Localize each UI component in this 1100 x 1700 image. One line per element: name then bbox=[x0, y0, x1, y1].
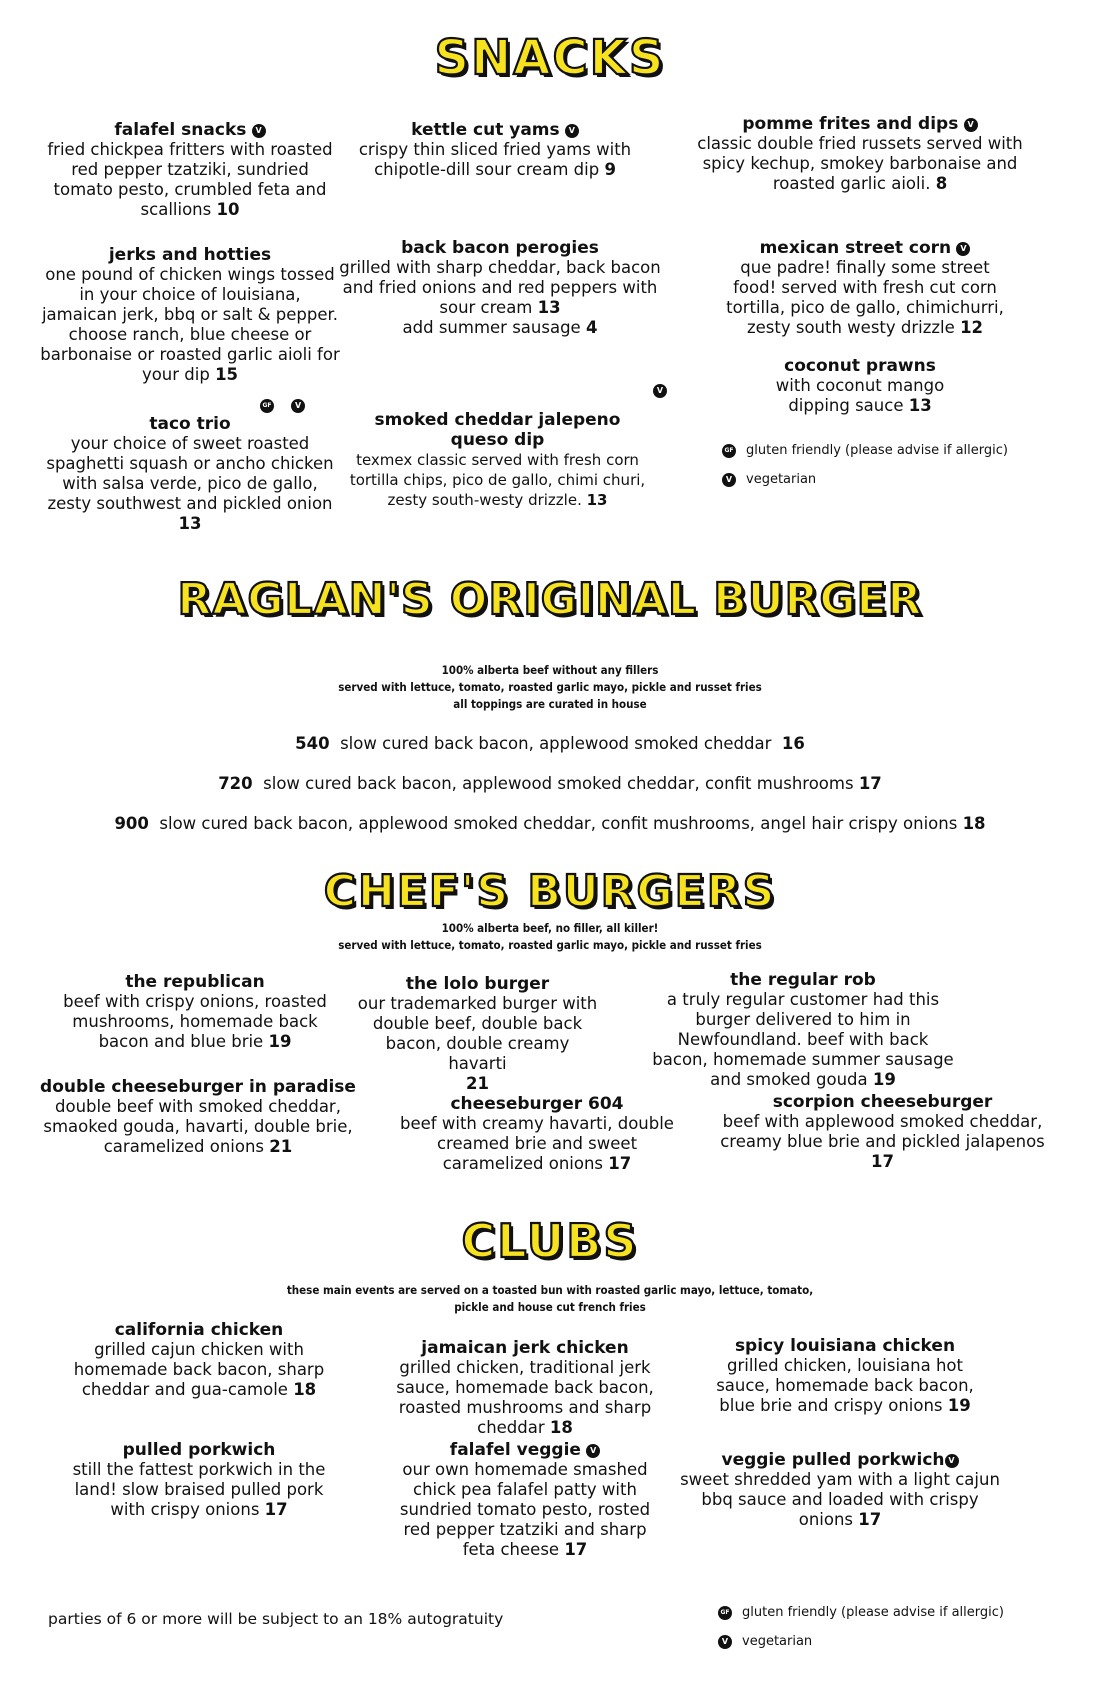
item-description: classic double fried russets served with spicy kechup, smokey barbonaise and roasted garlic aioli. bbox=[697, 134, 1023, 193]
item-price: 12 bbox=[960, 318, 984, 337]
item-description: a truly regular customer had this burger delivered to him in Newfoundland. beef with back bacon, homemade summer sausage and smoked gouda bbox=[652, 990, 954, 1089]
item-name: taco trio bbox=[149, 414, 231, 434]
burger-option bbox=[0, 734, 1100, 754]
item-name: kettle cut yams bbox=[411, 120, 560, 140]
item-name: pomme frites and dips bbox=[742, 114, 959, 134]
menu-item bbox=[68, 1440, 330, 1520]
item-name: scorpion cheeseburger bbox=[772, 1092, 993, 1112]
item-price: 19 bbox=[872, 1070, 896, 1089]
menu-item bbox=[380, 1338, 670, 1438]
vegetarian-icon: V bbox=[565, 124, 579, 138]
burger-description: slow cured back bacon, applewood smoked cheddar, confit mushrooms, angel hair crispy onions bbox=[159, 814, 958, 833]
section-note: served with lettuce, tomato, roasted garlic mayo, pickle and russet fries bbox=[338, 680, 762, 694]
item-price: 13 bbox=[908, 396, 932, 415]
section-title-snacks: SNACKS bbox=[434, 30, 666, 86]
item-name: the lolo burger bbox=[405, 974, 550, 994]
burger-price: 16 bbox=[781, 734, 805, 753]
taco-trio-badges bbox=[260, 395, 305, 414]
vegetarian-icon: V bbox=[722, 473, 736, 487]
item-price: 13 bbox=[537, 298, 561, 317]
item-description: grilled with sharp cheddar, back bacon and fried onions and red peppers with sour cream bbox=[339, 258, 661, 317]
item-name: mexican street corn bbox=[759, 238, 952, 258]
item-description: que padre! finally some street food! served with fresh cut corn tortilla, pico de gallo, chimichurri, zesty south westy drizzle bbox=[726, 258, 1004, 337]
legend-label: gluten friendly (please advise if allergic) bbox=[746, 443, 1008, 458]
menu-item bbox=[335, 238, 665, 338]
menu-item bbox=[345, 410, 650, 510]
item-price: 17 bbox=[564, 1540, 588, 1559]
item-name: falafel veggie bbox=[449, 1440, 581, 1460]
vegetarian-icon: V bbox=[252, 124, 266, 138]
item-name: pulled porkwich bbox=[122, 1440, 276, 1460]
vegetarian-icon: V bbox=[653, 384, 667, 398]
item-description: beef with creamy havarti, double creamed brie and sweet caramelized onions bbox=[400, 1114, 674, 1173]
item-description: sweet shredded yam with a light cajun bbq sauce and loaded with crispy onions bbox=[680, 1470, 1000, 1529]
item-price: 18 bbox=[549, 1418, 573, 1437]
autogratuity-note: parties of 6 or more will be subject to an 18% autogratuity bbox=[48, 1610, 504, 1628]
menu-item bbox=[355, 974, 600, 1094]
item-description: double beef with smoked cheddar, smaoked gouda, havarti, double brie, caramelized onions bbox=[43, 1097, 353, 1156]
menu-item bbox=[385, 1440, 665, 1560]
item-description: grilled cajun chicken with homemade back bacon, sharp cheddar and gua-camole bbox=[73, 1340, 325, 1399]
section-title-clubs: CLUBS bbox=[461, 1214, 639, 1268]
vegetarian-icon: V bbox=[718, 1635, 732, 1649]
item-price: 17 bbox=[858, 1510, 882, 1529]
item-description: our trademarked burger with double beef, double back bacon, double creamy havarti bbox=[357, 994, 598, 1073]
item-description: texmex classic served with fresh corn tortilla chips, pico de gallo, chimi churi, zesty south-westy drizzle. bbox=[349, 451, 646, 509]
item-price: 9 bbox=[604, 160, 616, 179]
burger-price: 18 bbox=[962, 814, 986, 833]
menu-item bbox=[750, 356, 970, 416]
item-name: falafel snacks bbox=[114, 120, 247, 140]
menu-item bbox=[68, 1320, 330, 1400]
burger-price: 17 bbox=[858, 774, 882, 793]
burger-size: 900 bbox=[114, 814, 149, 833]
item-name: veggie pulled porkwich bbox=[721, 1450, 945, 1470]
legend-vegetarian bbox=[722, 471, 816, 489]
item-price: 15 bbox=[215, 365, 239, 384]
item-name: the regular rob bbox=[730, 970, 876, 990]
item-name: the republican bbox=[125, 972, 265, 992]
item-extra: add summer sausage bbox=[402, 318, 581, 337]
item-price: 17 bbox=[871, 1152, 894, 1171]
item-name: california chicken bbox=[114, 1320, 284, 1340]
item-description: with coconut mango dipping sauce bbox=[775, 376, 945, 415]
item-description: one pound of chicken wings tossed in your choice of louisiana, jamaican jerk, bbq or salt & pepper. choose ranch, blue cheese or barbonaise or roasted garlic aioli for your dip bbox=[40, 265, 340, 384]
gluten-friendly-icon: GF bbox=[260, 399, 274, 413]
gluten-friendly-icon: GF bbox=[722, 444, 736, 458]
legend-gluten-friendly bbox=[718, 1604, 1004, 1622]
vegetarian-icon: V bbox=[964, 118, 978, 132]
item-price: 21 bbox=[466, 1074, 489, 1093]
item-price: 19 bbox=[268, 1032, 292, 1051]
vegetarian-icon: V bbox=[291, 399, 305, 413]
menu-item bbox=[40, 120, 340, 220]
item-name: coconut prawns bbox=[784, 356, 936, 376]
legend-label: vegetarian bbox=[742, 1634, 813, 1649]
item-description: crispy thin sliced fried yams with chipotle-dill sour cream dip bbox=[358, 140, 632, 179]
menu-item bbox=[40, 245, 340, 385]
item-name: cheeseburger 604 bbox=[450, 1094, 624, 1114]
section-title-chefs-burgers: CHEF'S BURGERS bbox=[323, 866, 777, 917]
item-name: jamaican jerk chicken bbox=[421, 1338, 629, 1358]
legend-vegetarian bbox=[718, 1633, 812, 1651]
menu-item bbox=[28, 1077, 368, 1157]
vegetarian-icon: V bbox=[586, 1444, 600, 1458]
section-note: served with lettuce, tomato, roasted garlic mayo, pickle and russet fries bbox=[338, 938, 762, 952]
item-price: 17 bbox=[264, 1500, 288, 1519]
item-price: 13 bbox=[586, 491, 608, 509]
legend-label: vegetarian bbox=[746, 472, 817, 487]
item-name: double cheeseburger in paradise bbox=[40, 1077, 356, 1097]
item-price: 10 bbox=[216, 200, 240, 219]
item-description: fried chickpea fritters with roasted red pepper tzatziki, sundried tomato pesto, crumbled feta and scallions bbox=[47, 140, 333, 219]
burger-size: 720 bbox=[218, 774, 253, 793]
section-note: 100% alberta beef, no filler, all killer! bbox=[441, 921, 659, 935]
item-description: your choice of sweet roasted spaghetti squash or ancho chicken with salsa verde, pico de gallo, zesty southwest and pickled onion bbox=[46, 434, 334, 513]
item-price: 17 bbox=[608, 1154, 632, 1173]
item-price: 18 bbox=[293, 1380, 317, 1399]
section-note: 100% alberta beef without any fillers bbox=[441, 663, 659, 677]
item-name: spicy louisiana chicken bbox=[734, 1336, 956, 1356]
burger-option bbox=[0, 774, 1100, 794]
gluten-friendly-icon: GF bbox=[718, 1606, 732, 1620]
item-name: smoked cheddar jalepeno queso dip bbox=[374, 410, 621, 450]
menu-item bbox=[350, 120, 640, 180]
menu-item bbox=[648, 970, 958, 1090]
item-name: back bacon perogies bbox=[401, 238, 599, 258]
item-extra-price: 4 bbox=[585, 318, 598, 337]
item-price: 13 bbox=[178, 514, 202, 533]
section-title-original-burger: RAGLAN'S ORIGINAL BURGER bbox=[177, 574, 923, 625]
menu-item bbox=[392, 1094, 682, 1174]
item-price: 19 bbox=[947, 1396, 971, 1415]
item-name: jerks and hotties bbox=[108, 245, 272, 265]
item-description: our own homemade smashed chick pea falafel patty with sundried tomato pesto, rosted red pepper tzatziki and sharp feta cheese bbox=[399, 1460, 651, 1559]
item-description: beef with crispy onions, roasted mushrooms, homemade back bacon and blue brie bbox=[63, 992, 327, 1051]
section-note: all toppings are curated in house bbox=[453, 697, 647, 711]
vegetarian-icon: V bbox=[945, 1454, 959, 1468]
section-note: these main events are served on a toasted bun with roasted garlic mayo, lettuce, tomato, bbox=[286, 1283, 814, 1297]
legend-gluten-friendly bbox=[722, 442, 1008, 460]
section-note: pickle and house cut french fries bbox=[454, 1300, 646, 1314]
item-description: grilled chicken, traditional jerk sauce, homemade back bacon, roasted mushrooms and sharp cheddar bbox=[396, 1358, 654, 1437]
menu-item bbox=[710, 1092, 1055, 1172]
menu-item bbox=[675, 1450, 1005, 1530]
menu-item bbox=[40, 414, 340, 534]
item-price: 21 bbox=[269, 1137, 293, 1156]
vegetarian-icon: V bbox=[956, 242, 970, 256]
burger-description: slow cured back bacon, applewood smoked cheddar, confit mushrooms bbox=[263, 774, 854, 793]
menu-item bbox=[690, 114, 1030, 194]
menu-item bbox=[700, 1336, 990, 1416]
burger-option bbox=[0, 814, 1100, 834]
burger-size: 540 bbox=[295, 734, 330, 753]
burger-description: slow cured back bacon, applewood smoked cheddar bbox=[340, 734, 772, 753]
item-price: 8 bbox=[935, 174, 948, 193]
item-description: beef with applewood smoked cheddar, creamy blue brie and pickled jalapenos bbox=[720, 1112, 1045, 1151]
item-description: grilled chicken, louisiana hot sauce, homemade back bacon, blue brie and crispy onions bbox=[716, 1356, 974, 1415]
menu-item bbox=[720, 238, 1010, 338]
item-description: still the fattest porkwich in the land! slow braised pulled pork with crispy onions bbox=[72, 1460, 326, 1519]
menu-item bbox=[60, 972, 330, 1052]
legend-label: gluten friendly (please advise if allergic) bbox=[742, 1605, 1004, 1620]
